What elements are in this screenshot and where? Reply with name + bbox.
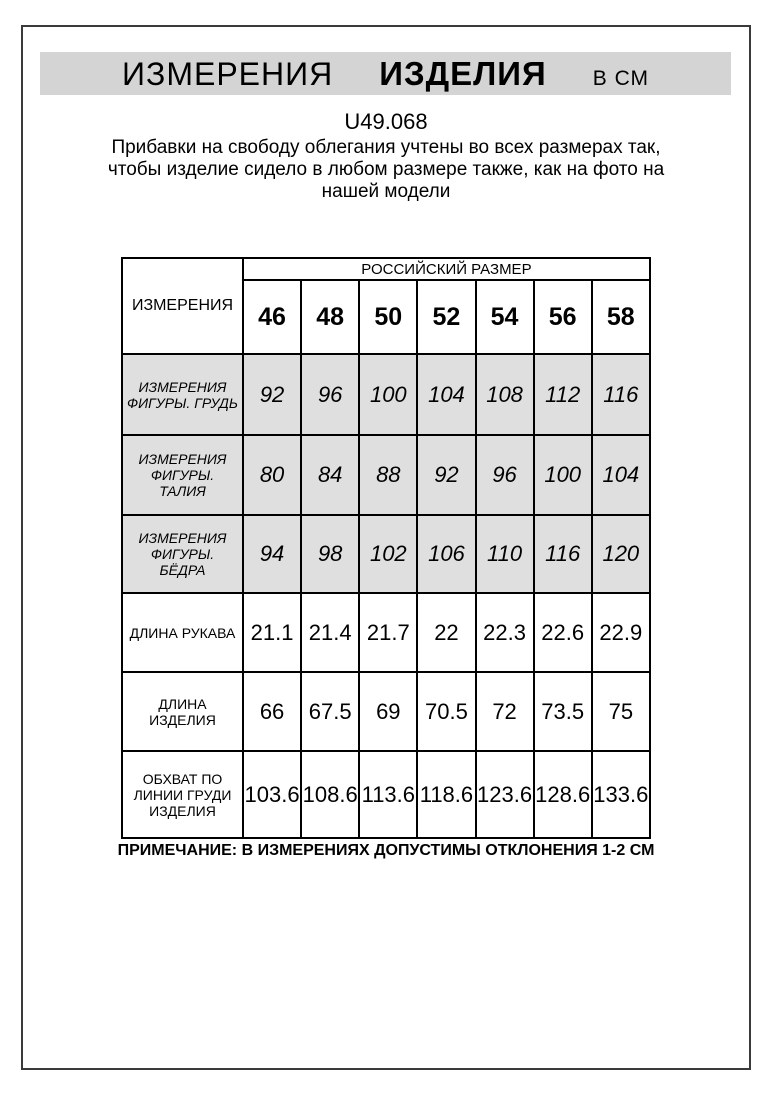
row-value: 118.6 bbox=[417, 751, 475, 838]
row-value: 128.6 bbox=[534, 751, 592, 838]
row-label: ИЗМЕРЕНИЯ ФИГУРЫ. БЁДРА bbox=[122, 515, 243, 593]
size-column-header: 52 bbox=[417, 280, 475, 354]
size-column-header: 46 bbox=[243, 280, 301, 354]
size-column-header: 50 bbox=[359, 280, 417, 354]
size-table bbox=[121, 257, 651, 839]
row-value: 66 bbox=[243, 672, 301, 751]
row-label: ИЗМЕРЕНИЯ ФИГУРЫ. ТАЛИЯ bbox=[122, 435, 243, 515]
size-column-header: 58 bbox=[592, 280, 650, 354]
table-row-sleeve-length bbox=[122, 593, 650, 672]
description-line: чтобы изделие сидело в любом размере также, как на фото на bbox=[107, 159, 665, 180]
row-value: 108.6 bbox=[301, 751, 359, 838]
row-value: 120 bbox=[592, 515, 650, 593]
row-value: 92 bbox=[417, 435, 475, 515]
row-value: 116 bbox=[592, 354, 650, 435]
row-label: ДЛИНА ИЗДЕЛИЯ bbox=[122, 672, 243, 751]
row-value: 22.6 bbox=[534, 593, 592, 672]
row-value: 104 bbox=[417, 354, 475, 435]
row-value: 123.6 bbox=[476, 751, 534, 838]
table-row-figure-waist bbox=[122, 435, 650, 515]
row-value: 67.5 bbox=[301, 672, 359, 751]
row-value: 21.1 bbox=[243, 593, 301, 672]
row-value: 69 bbox=[359, 672, 417, 751]
table-row-figure-chest bbox=[122, 354, 650, 435]
row-value: 106 bbox=[417, 515, 475, 593]
description-line: Прибавки на свободу облегания учтены во всех размерах так, bbox=[111, 137, 661, 158]
size-column-header: 54 bbox=[476, 280, 534, 354]
row-value: 133.6 bbox=[592, 751, 650, 838]
row-value: 96 bbox=[301, 354, 359, 435]
product-description bbox=[21, 137, 751, 203]
corner-header-measurements: ИЗМЕРЕНИЯ bbox=[122, 258, 243, 354]
row-value: 96 bbox=[476, 435, 534, 515]
row-value: 70.5 bbox=[417, 672, 475, 751]
russian-size-group-header: РОССИЙСКИЙ РАЗМЕР bbox=[243, 258, 650, 280]
row-value: 80 bbox=[243, 435, 301, 515]
row-value: 21.7 bbox=[359, 593, 417, 672]
title-units: В СМ bbox=[592, 66, 649, 90]
row-value: 113.6 bbox=[359, 751, 417, 838]
size-column-header: 48 bbox=[301, 280, 359, 354]
title-product: ИЗДЕЛИЯ bbox=[379, 54, 547, 92]
row-value: 84 bbox=[301, 435, 359, 515]
row-value: 22.9 bbox=[592, 593, 650, 672]
title-measurements: ИЗМЕРЕНИЯ bbox=[121, 55, 334, 92]
article-number: U49.068 bbox=[344, 109, 428, 134]
title-banner bbox=[40, 52, 731, 95]
row-value: 75 bbox=[592, 672, 650, 751]
row-value: 110 bbox=[476, 515, 534, 593]
row-value: 108 bbox=[476, 354, 534, 435]
row-value: 92 bbox=[243, 354, 301, 435]
row-label: ДЛИНА РУКАВА bbox=[122, 593, 243, 672]
table-row-chest-girth-item bbox=[122, 751, 650, 838]
row-value: 22 bbox=[417, 593, 475, 672]
row-value: 112 bbox=[534, 354, 592, 435]
row-label: ИЗМЕРЕНИЯ ФИГУРЫ. ГРУДЬ bbox=[122, 354, 243, 435]
row-value: 88 bbox=[359, 435, 417, 515]
row-value: 102 bbox=[359, 515, 417, 593]
row-value: 104 bbox=[592, 435, 650, 515]
table-row-figure-hips bbox=[122, 515, 650, 593]
row-value: 72 bbox=[476, 672, 534, 751]
row-value: 100 bbox=[534, 435, 592, 515]
row-value: 22.3 bbox=[476, 593, 534, 672]
size-column-header: 56 bbox=[534, 280, 592, 354]
tolerance-note: ПРИМЕЧАНИЕ: В ИЗМЕРЕНИЯХ ДОПУСТИМЫ ОТКЛОНЕНИЯ 1-2 СМ bbox=[117, 842, 655, 859]
row-value: 100 bbox=[359, 354, 417, 435]
row-value: 73.5 bbox=[534, 672, 592, 751]
table-row-item-length bbox=[122, 672, 650, 751]
row-value: 94 bbox=[243, 515, 301, 593]
page-title bbox=[122, 55, 649, 93]
row-value: 21.4 bbox=[301, 593, 359, 672]
description-line: нашей модели bbox=[321, 181, 451, 202]
row-value: 103.6 bbox=[243, 751, 301, 838]
row-value: 98 bbox=[301, 515, 359, 593]
row-label: ОБХВАТ ПО ЛИНИИ ГРУДИ ИЗДЕЛИЯ bbox=[122, 751, 243, 838]
row-value: 116 bbox=[534, 515, 592, 593]
